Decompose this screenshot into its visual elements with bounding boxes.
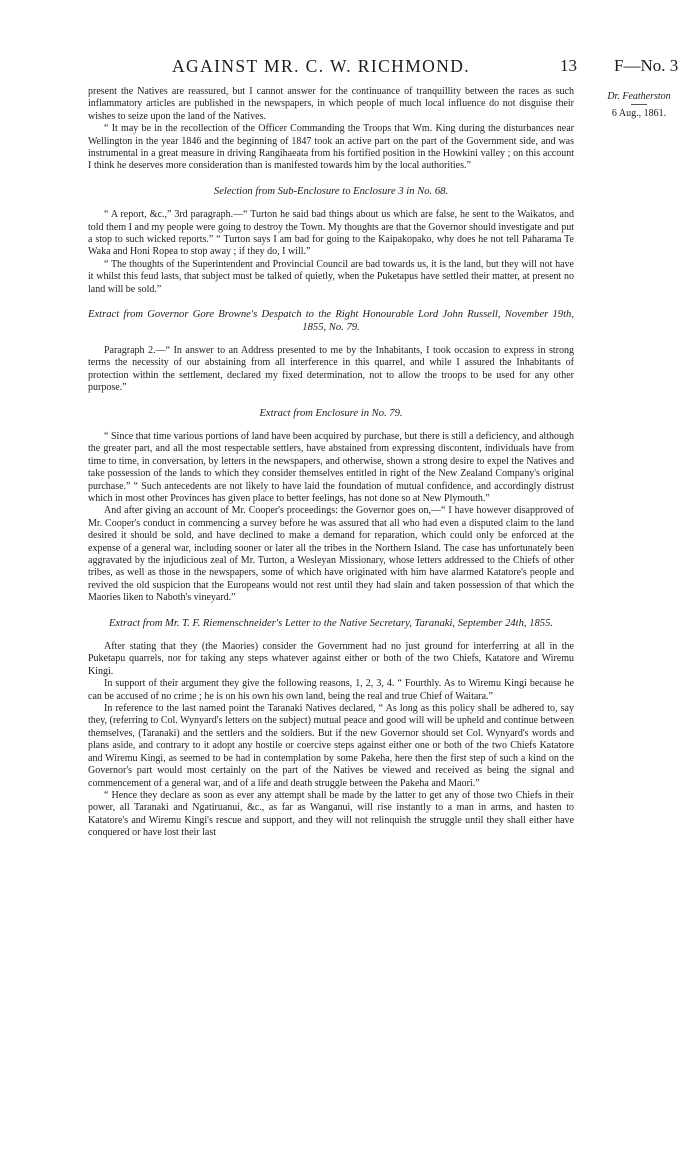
margin-note-author: Dr. Featherston	[607, 91, 671, 102]
page-number: 13	[560, 56, 577, 75]
margin-note	[590, 90, 688, 120]
paragraph: “ Since that time various portions of land have been acquired by purchase, but there is still a deficiency, and although the greater part, and all the most respectable settlers, have abstained from expressing discontent, individuals have from time to time, in conversation, by letters in the newspapers, and otherwise, shown a strong desire to expel the Natives and take possession of the lands to which they consider themselves entitled in right of the New Zealand Company's original purchase.” “ Such antecedents are not likely to have laid the foundation of mutual confidence, and accordingly distrust which in most other Provinces has given place to better feelings, has not done so at New Plymouth.”	[88, 430, 574, 504]
paragraph: present the Natives are reassured, but I cannot answer for the continuance of tranquillity between the races as such inflammatory articles are published in the newspapers, in which people of much local influence do not disguise their wishes to seize upon the land of the Natives.	[88, 86, 574, 122]
running-title: AGAINST MR. C. W. RICHMOND.	[172, 56, 471, 76]
section-heading: Selection from Sub-Enclosure to Enclosure 3 in No. 68.	[213, 185, 449, 197]
margin-note-rule	[631, 104, 647, 105]
paragraph: After stating that they (the Maories) consider the Government had no just ground for interferring at all in the Puketapu quarrels, nor for taking any steps whatever against either or both of the two Chiefs, Katatore and Wiremu Kingi.	[88, 641, 574, 677]
page-body	[88, 86, 574, 840]
section-heading: Extract from Mr. T. F. Riemenschneider's Letter to the Native Secretary, Taranaki, September 24th, 1855.	[108, 617, 554, 629]
document-reference: F—No. 3	[614, 56, 679, 75]
section-heading: Extract from Enclosure in No. 79.	[259, 407, 403, 419]
paragraph: “ It may be in the recollection of the Officer Commanding the Troops that Wm. King during the disturbances near Wellington in the year 1846 and the beginning of 1847 took an active part on the part of the Government side, and was instrumental in a great measure in driving Rangihaeata from his fortified position in the Howkini valley ; on this account I think he deserves more consideration than is manifested towards him by the local authorities.”	[88, 123, 574, 172]
margin-note-date: 6 Aug., 1861.	[611, 108, 667, 119]
paragraph: “ The thoughts of the Superintendent and Provincial Council are bad towards us, it is the land, but they will not have it whilst this feud lasts, that subject must be talked of quietly, when the Puketapus have settled their matter, at present no land will be sold.”	[88, 258, 574, 295]
paragraph: “ Hence they declare as soon as ever any attempt shall be made by the latter to get any of those two Chiefs in their power, all Taranaki and Ngatiruanui, &c., as far as Wanganui, will rise instantly to a man in arms, and hasten to Katatore's and Wiremu Kingi's rescue and support, and they will not relinquish the struggle until they shall either have conquered or have lost their last	[88, 789, 574, 839]
paragraph: “ A report, &c.,” 3rd paragraph.—“ Turton he said bad things about us which are false, he sent to the Waikatos, and told them I and my people were going to destroy the Town. My thoughts are that the Governor should investigate and put a stop to such wicked reports.” “ Turton says I am bad for going to the Kaipakopako, why does he not tell Paharama Te Waka and Honi Ropea to stop away ; if they do, I will.”	[88, 209, 574, 258]
paragraph: Paragraph 2.—“ In answer to an Address presented to me by the Inhabitants, I took occasion to express in strong terms the necessity of our abstaining from all interference in this quarrel, and while I assured the Inhabitants of protection within the settlement, declared my fixed determination, not to allow the troops to be used for any other purpose.”	[88, 344, 574, 394]
page-header	[0, 56, 700, 78]
paragraph: In reference to the last named point the Taranaki Natives declared, “ As long as this policy shall be adhered to, say they, (referring to Col. Wynyard's letters on the subject) mutual peace and good will will be upheld and continue between themselves, (Taranaki) and the settlers and the soldiers. But if the new Governor should set Col. Wynyard's words and plans aside, and contrary to it adopt any hostile or coercive steps against either one or both of the two Chiefs Katatore and Wiremu Kingi, as seemed to be had in contemplation by some Pakeha, here then the first step of such a kind on the Governor's part would most certainly on the part of the Natives be viewed and received as being the signal and commencement of a general war, and of a life and death struggle between the Pakeha and Maori.”	[88, 703, 574, 789]
paragraph: And after giving an account of Mr. Cooper's proceedings: the Governor goes on,—“ I have however disapproved of Mr. Cooper's conduct in commencing a survey before he was assured that all who had even a disputed claim to the land desired it should be sold, and have declined to make a demand for reparation, which could only be enforced at the expense of a general war, including sooner or later all the tribes in the Northern Island. The case has unfortunately been aggravated by the injudicious zeal of Mr. Turton, a Wesleyan Missionary, whose letters addressed to the Chiefs of other tribes, as well as those in the newspapers, some of which have originated with him have alarmed Katatore's people and revived the old suspicion that the Europeans would not rest until they had slain and taken possession of that which the Maories liken to Naboth's vineyard.”	[88, 505, 574, 604]
paragraph: In support of their argument they give the following reasons, 1, 2, 3, 4. “ Fourthly. As to Wiremu Kingi because he can be accused of no crime ; he is on his own his own land, being the real and true Chief of Waitara.”	[88, 678, 574, 702]
section-heading: Extract from Governor Gore Browne's Despatch to the Right Honourable Lord John Russell, November 19th, 1855, No. 79.	[88, 309, 574, 333]
